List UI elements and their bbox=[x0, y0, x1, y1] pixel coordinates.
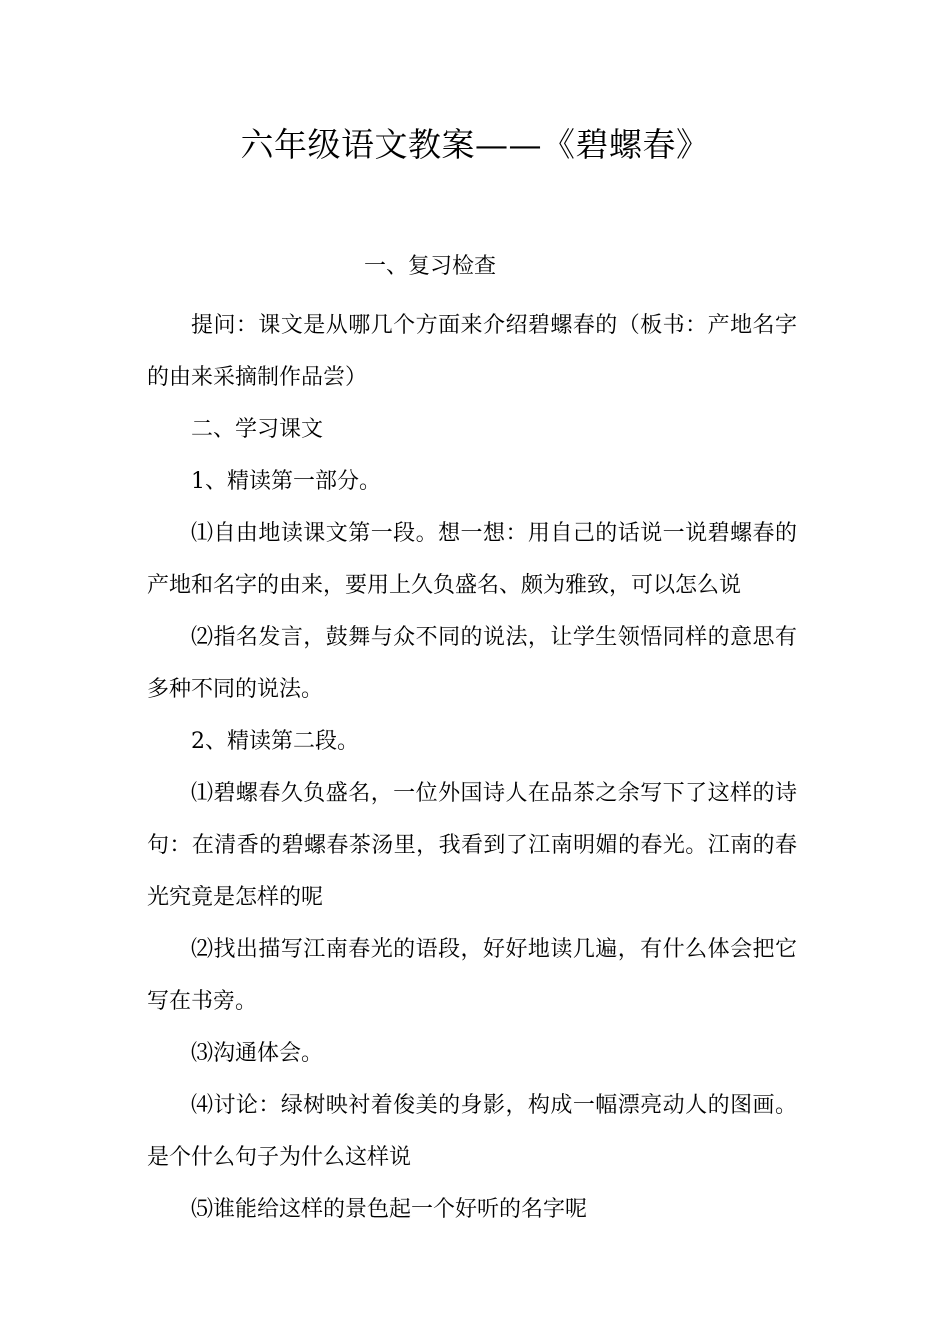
subheading-part-two: 2、精读第二段。 bbox=[191, 729, 359, 754]
paragraph-step-2-2: ⑵找出描写江南春光的语段，好好地读几遍，有什么体会把它写在书旁。 bbox=[147, 937, 797, 1014]
paragraph-question: 提问：课文是从哪几个方面来介绍碧螺春的（板书：产地名字的由来采摘制作品尝） bbox=[147, 313, 797, 390]
paragraph-step-1-2: ⑵指名发言，鼓舞与众不同的说法，让学生领悟同样的意思有多种不同的说法。 bbox=[147, 625, 797, 702]
paragraph-step-1-1: ⑴自由地读课文第一段。想一想：用自己的话说一说碧螺春的产地和名字的由来，要用上久负盛名、颇为雅致，可以怎么说 bbox=[147, 521, 797, 598]
paragraph-step-2-1: ⑴碧螺春久负盛名，一位外国诗人在品茶之余写下了这样的诗句：在清香的碧螺春茶汤里，我看到了江南明媚的春光。江南的春光究竟是怎样的呢 bbox=[147, 781, 797, 910]
document-title: 六年级语文教案——《碧螺春》 bbox=[240, 125, 710, 164]
paragraph-step-2-4: ⑷讨论：绿树映衬着俊美的身影，构成一幅漂亮动人的图画。是个什么句子为什么这样说 bbox=[147, 1093, 797, 1170]
subheading-part-one: 1、精读第一部分。 bbox=[191, 469, 381, 494]
paragraph-step-2-3: ⑶沟通体会。 bbox=[191, 1041, 324, 1066]
section-heading-review: 一、复习检查 bbox=[364, 254, 497, 279]
paragraph-step-2-5: ⑸谁能给这样的景色起一个好听的名字呢 bbox=[191, 1197, 588, 1222]
document-body bbox=[147, 300, 797, 1236]
section-heading-study: 二、学习课文 bbox=[191, 417, 324, 442]
